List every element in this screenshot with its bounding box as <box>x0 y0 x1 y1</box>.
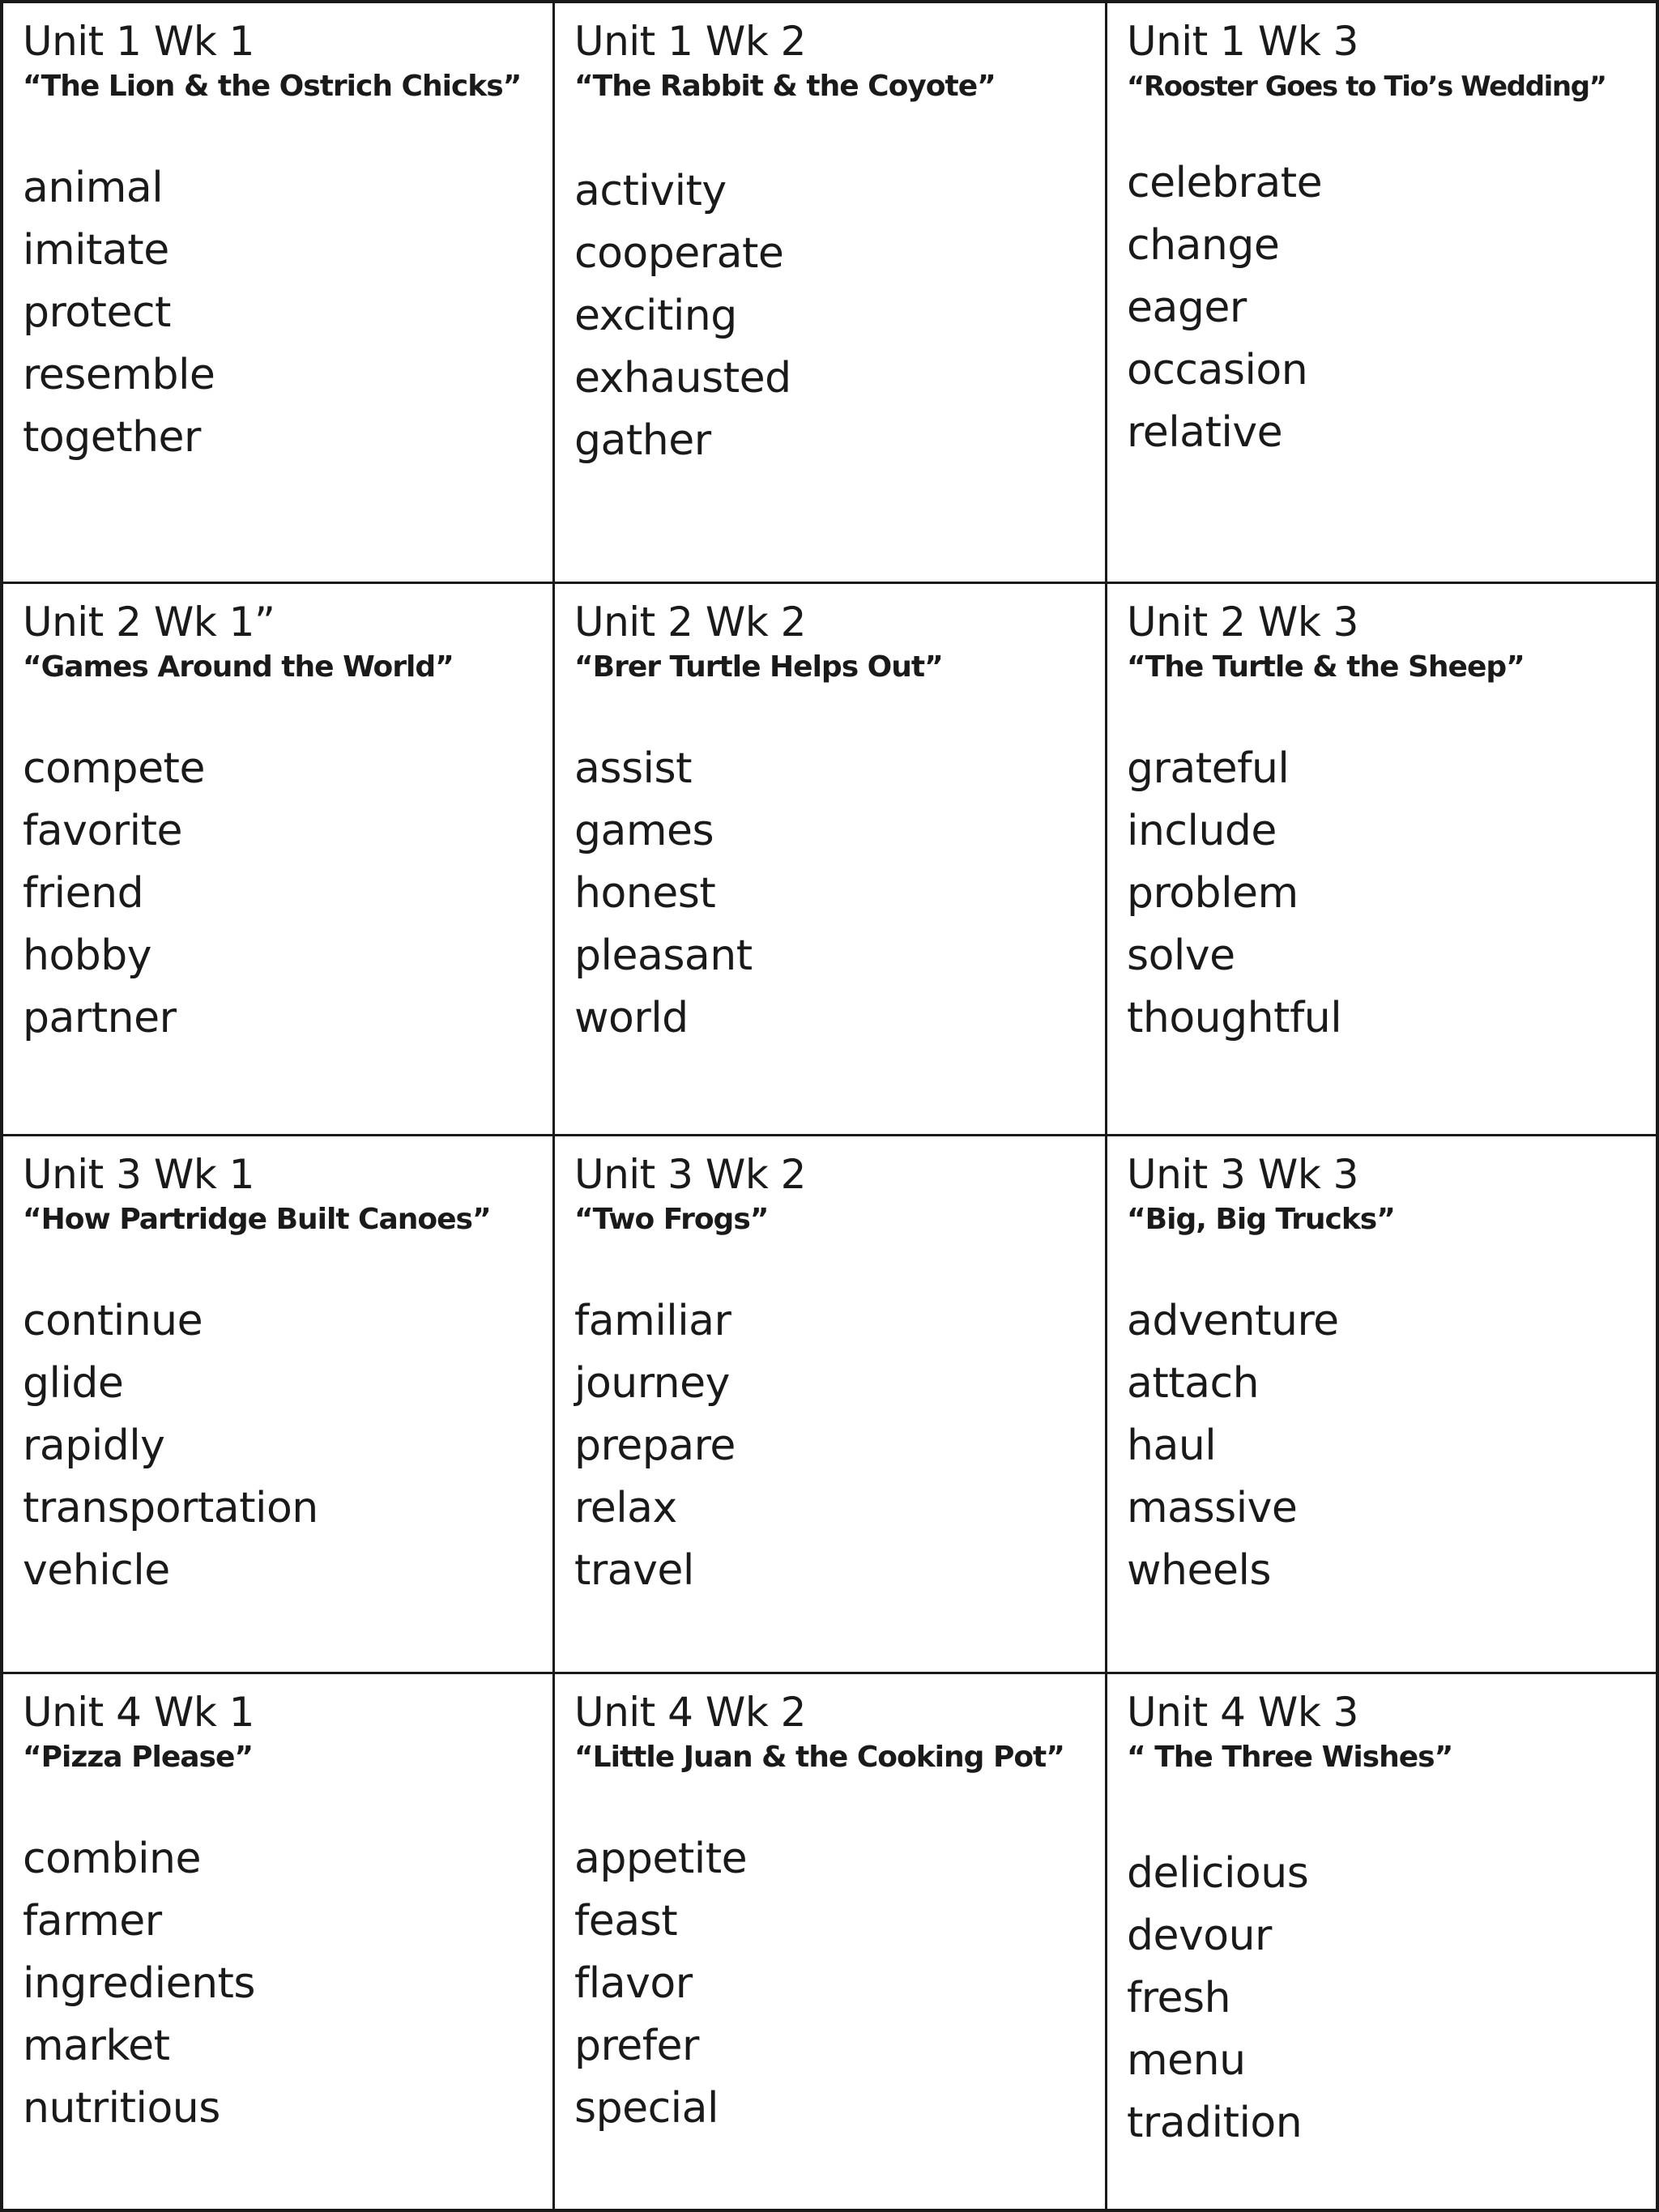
vocab-word: journey <box>574 1359 730 1408</box>
unit-week-label: Unit 1 Wk 1 <box>23 18 254 65</box>
vocab-word: relative <box>1127 408 1283 457</box>
vocab-word: honest <box>574 869 716 918</box>
story-title: “The Lion & the Ostrich Chicks” <box>23 70 522 103</box>
unit-week-label: Unit 3 Wk 1 <box>23 1151 254 1198</box>
vocab-word: together <box>23 413 201 462</box>
vocab-word: pleasant <box>574 931 753 980</box>
word-list <box>1127 152 1656 464</box>
vocab-word: ingredients <box>23 1959 256 2008</box>
vocab-word: cooperate <box>574 229 784 278</box>
vocab-word: prepare <box>574 1421 736 1470</box>
word-list <box>23 738 552 1050</box>
vocab-word: gather <box>574 416 711 465</box>
vocab-cell-unit2-wk2 <box>555 584 1107 1136</box>
vocab-word: transportation <box>23 1484 318 1532</box>
vocab-word: fresh <box>1127 1974 1231 2022</box>
vocab-word: special <box>574 2084 719 2133</box>
vocab-cell-unit3-wk3 <box>1107 1136 1656 1674</box>
vocab-word: thoughtful <box>1127 994 1342 1042</box>
vocab-cell-unit1-wk3 <box>1107 3 1656 584</box>
story-title: “Brer Turtle Helps Out” <box>574 650 943 684</box>
vocab-word: exciting <box>574 292 737 340</box>
vocab-word: wheels <box>1127 1546 1272 1595</box>
vocab-word: feast <box>574 1897 678 1946</box>
story-title: “Big, Big Trucks” <box>1127 1203 1395 1236</box>
story-title: “The Rabbit & the Coyote” <box>574 70 996 103</box>
vocab-word: travel <box>574 1546 694 1595</box>
vocab-word: glide <box>23 1359 124 1408</box>
vocab-word: solve <box>1127 931 1235 980</box>
vocab-word: partner <box>23 994 177 1042</box>
vocab-word: devour <box>1127 1912 1272 1960</box>
word-list <box>1127 738 1656 1050</box>
unit-week-label: Unit 4 Wk 1 <box>23 1689 254 1736</box>
vocab-cell-unit4-wk2 <box>555 1674 1107 2209</box>
unit-week-label: Unit 2 Wk 1” <box>23 599 275 646</box>
vocab-word: flavor <box>574 1959 693 2008</box>
vocab-word: nutritious <box>23 2084 220 2133</box>
unit-week-label: Unit 2 Wk 2 <box>574 599 806 646</box>
vocab-cell-unit1-wk2 <box>555 3 1107 584</box>
word-list <box>574 1828 1105 2140</box>
story-title: “Pizza Please” <box>23 1741 254 1774</box>
vocab-word: protect <box>23 288 171 337</box>
unit-week-label: Unit 4 Wk 3 <box>1127 1689 1358 1736</box>
vocab-word: imitate <box>23 226 169 275</box>
word-list <box>23 1290 552 1602</box>
vocab-word: compete <box>23 744 205 793</box>
vocab-cell-unit2-wk3 <box>1107 584 1656 1136</box>
vocab-word: favorite <box>23 807 182 855</box>
vocab-word: haul <box>1127 1421 1217 1470</box>
vocab-word: farmer <box>23 1897 162 1946</box>
vocab-cell-unit2-wk1 <box>3 584 555 1136</box>
story-title: “The Turtle & the Sheep” <box>1127 650 1525 684</box>
story-title: “Little Juan & the Cooking Pot” <box>574 1741 1064 1774</box>
vocab-word: resemble <box>23 351 215 399</box>
vocab-cell-unit4-wk3 <box>1107 1674 1656 2209</box>
vocab-word: problem <box>1127 869 1299 918</box>
vocab-word: friend <box>23 869 144 918</box>
vocab-word: continue <box>23 1297 203 1345</box>
vocab-word: change <box>1127 221 1280 270</box>
vocab-word: appetite <box>574 1835 748 1883</box>
vocab-word: activity <box>574 167 727 215</box>
word-list <box>1127 1290 1656 1602</box>
story-title: “How Partridge Built Canoes” <box>23 1203 491 1236</box>
vocab-word: familiar <box>574 1297 731 1345</box>
vocab-word: massive <box>1127 1484 1298 1532</box>
vocab-word: rapidly <box>23 1421 165 1470</box>
vocab-word: market <box>23 2022 170 2070</box>
unit-week-label: Unit 1 Wk 3 <box>1127 18 1358 65</box>
word-list <box>574 738 1105 1050</box>
word-list <box>23 1828 552 2140</box>
vocab-word: relax <box>574 1484 677 1532</box>
vocab-word: prefer <box>574 2022 699 2070</box>
vocab-word: attach <box>1127 1359 1260 1408</box>
vocab-word: tradition <box>1127 2099 1303 2147</box>
vocab-word: world <box>574 994 689 1042</box>
vocab-word: animal <box>23 164 164 212</box>
vocab-word: combine <box>23 1835 201 1883</box>
vocab-word: vehicle <box>23 1546 170 1595</box>
story-title: “Rooster Goes to Tio’s Wedding” <box>1127 70 1606 103</box>
unit-week-label: Unit 3 Wk 3 <box>1127 1151 1358 1198</box>
vocab-word: hobby <box>23 931 152 980</box>
unit-week-label: Unit 3 Wk 2 <box>574 1151 806 1198</box>
story-title: “Two Frogs” <box>574 1203 769 1236</box>
vocab-word: games <box>574 807 714 855</box>
word-list <box>1127 1843 1656 2154</box>
vocab-word: celebrate <box>1127 159 1323 207</box>
vocab-word: adventure <box>1127 1297 1339 1345</box>
word-list <box>574 1290 1105 1602</box>
vocab-word: include <box>1127 807 1277 855</box>
word-list <box>23 157 552 469</box>
word-list <box>574 160 1105 472</box>
vocab-word: occasion <box>1127 346 1308 394</box>
vocab-word: eager <box>1127 283 1247 332</box>
vocab-word: exhausted <box>574 354 791 403</box>
story-title: “Games Around the World” <box>23 650 454 684</box>
vocab-word: assist <box>574 744 692 793</box>
story-title: “ The Three Wishes” <box>1127 1741 1453 1774</box>
vocab-word: grateful <box>1127 744 1290 793</box>
vocab-cell-unit3-wk1 <box>3 1136 555 1674</box>
vocab-word: delicious <box>1127 1849 1309 1898</box>
unit-week-label: Unit 2 Wk 3 <box>1127 599 1358 646</box>
vocab-word: menu <box>1127 2036 1246 2085</box>
unit-week-label: Unit 1 Wk 2 <box>574 18 806 65</box>
vocab-cell-unit1-wk1 <box>3 3 555 584</box>
vocab-cell-unit4-wk1 <box>3 1674 555 2209</box>
vocab-cell-unit3-wk2 <box>555 1136 1107 1674</box>
unit-week-label: Unit 4 Wk 2 <box>574 1689 806 1736</box>
